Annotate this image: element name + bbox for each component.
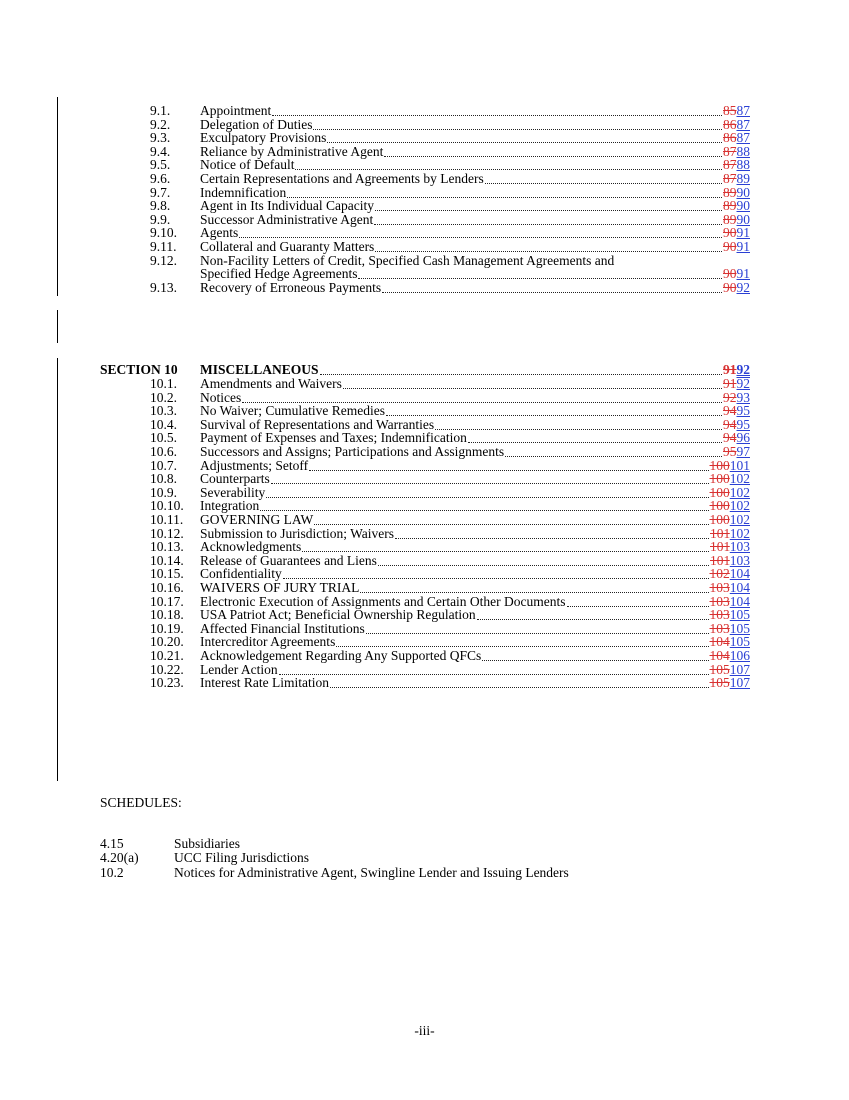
dot-leader <box>313 129 722 130</box>
toc-entry-number: 9.2. <box>150 116 171 132</box>
toc-entry-number: 10.23. <box>150 675 184 691</box>
deleted-page-number: 100 <box>709 471 730 487</box>
dot-leader <box>375 210 722 211</box>
toc-entry-title: Submission to Jurisdiction; Waivers <box>200 525 395 541</box>
deleted-page-number: 100 <box>709 498 730 514</box>
toc-entry-title: Appointment <box>200 103 272 118</box>
inserted-page-number: 89 <box>736 171 750 186</box>
toc-entry-title: Certain Representations and Agreements by Lenders <box>200 171 484 186</box>
toc-entry-title: Successor Administrative Agent <box>200 211 374 227</box>
inserted-page-number: 105 <box>729 620 750 636</box>
dot-leader <box>366 633 709 634</box>
deleted-page-number: 89 <box>723 198 737 214</box>
deleted-page-number: 86 <box>723 130 737 146</box>
deleted-page-number: 94 <box>723 430 737 446</box>
toc-entry-title: Survival of Representations and Warranties <box>200 416 435 432</box>
toc-entry <box>150 445 750 459</box>
toc-entry <box>150 649 750 663</box>
deleted-page-number: 85 <box>723 103 737 118</box>
inserted-page-number: 92 <box>736 376 750 391</box>
deleted-page-number: 90 <box>723 225 737 241</box>
inserted-page-number: 91 <box>736 266 750 282</box>
revision-bar <box>57 97 58 296</box>
toc-entry-title: Agents <box>200 225 239 241</box>
inserted-page-number: 107 <box>729 661 750 677</box>
toc-entry-number: 10.19. <box>150 620 184 636</box>
deleted-page-number: 90 <box>723 266 737 282</box>
inserted-page-number: 95 <box>736 416 750 432</box>
toc-entry-number: 9.1. <box>150 103 171 118</box>
inserted-page-number: 96 <box>736 430 750 446</box>
toc-entry-number: 10.11. <box>150 512 184 527</box>
toc-entry <box>150 377 750 391</box>
toc-entry-number: 10.20. <box>150 634 184 650</box>
toc-entry-title: Reliance by Administrative Agent <box>200 143 384 159</box>
dot-leader <box>320 374 722 375</box>
toc-entry-number: 10.3. <box>150 403 177 419</box>
deleted-page-number: 100 <box>709 457 730 473</box>
dot-leader <box>468 442 722 443</box>
dot-leader <box>567 606 709 607</box>
inserted-page-number: 92 <box>736 279 750 295</box>
deleted-page-number: 105 <box>709 661 730 677</box>
toc-entry <box>150 213 750 227</box>
deleted-page-number: 87 <box>723 171 737 186</box>
schedule-title: Subsidiaries <box>174 836 240 851</box>
inserted-page-number: 88 <box>736 143 750 159</box>
dot-leader <box>266 497 709 498</box>
deleted-page-number: 87 <box>723 143 737 159</box>
toc-entry <box>150 676 750 690</box>
dot-leader <box>343 388 722 389</box>
toc-entry-page <box>723 240 750 254</box>
toc-entry <box>150 281 750 295</box>
deleted-page-number: 90 <box>723 279 737 295</box>
toc-entry-number: 9.3. <box>150 130 171 146</box>
inserted-page-number: 105 <box>729 607 750 623</box>
deleted-page-number: 89 <box>723 184 737 200</box>
dot-leader <box>374 224 722 225</box>
inserted-page-number: 90 <box>736 198 750 214</box>
toc-entry-title: Notices <box>200 389 242 405</box>
inserted-page-number: 102 <box>729 512 750 527</box>
inserted-page-number: 88 <box>736 157 750 173</box>
dot-leader <box>435 429 722 430</box>
toc-entry-number: 10.6. <box>150 444 177 459</box>
toc-entry-title: Confidentiality <box>200 566 282 582</box>
toc-entry-title: Collateral and Guaranty Matters <box>200 239 375 254</box>
inserted-page-number: 102 <box>729 484 750 500</box>
toc-entry-title: MISCELLANEOUS <box>200 362 319 377</box>
toc-entry-title: Integration <box>200 498 260 514</box>
toc-entry-number: 9.13. <box>150 279 177 295</box>
toc-entry-number: 10.17. <box>150 593 184 609</box>
toc-entry-title: Acknowledgments <box>200 539 302 555</box>
dot-leader <box>395 538 709 539</box>
deleted-page-number: 104 <box>709 648 730 663</box>
schedule-number: 4.15 <box>100 836 124 851</box>
dot-leader <box>360 592 709 593</box>
inserted-page-number: 93 <box>736 389 750 405</box>
dot-leader <box>505 456 722 457</box>
toc-entry-title: Release of Guarantees and Liens <box>200 552 377 568</box>
toc-entry <box>150 513 750 527</box>
deleted-page-number: 89 <box>723 211 737 227</box>
dot-leader <box>482 660 709 661</box>
inserted-page-number: 107 <box>729 675 750 691</box>
inserted-page-number: 103 <box>729 552 750 568</box>
deleted-page-number: 100 <box>709 484 730 500</box>
toc-entry <box>150 104 750 118</box>
toc-entry-number: 10.9. <box>150 484 177 500</box>
toc-entry-number: 10.12. <box>150 525 184 541</box>
dot-leader <box>378 565 709 566</box>
deleted-page-number: 94 <box>723 416 737 432</box>
inserted-page-number: 87 <box>736 116 750 132</box>
toc-entry-title: Intercreditor Agreements <box>200 634 336 650</box>
toc-entry-title: WAIVERS OF JURY TRIAL <box>200 580 360 595</box>
schedule-title: UCC Filing Jurisdictions <box>174 850 310 866</box>
deleted-page-number: 94 <box>723 403 737 419</box>
toc-entry-title: Severability <box>200 484 266 500</box>
inserted-page-number: 104 <box>729 566 750 582</box>
deleted-page-number: 91 <box>723 376 737 391</box>
deleted-page-number: 101 <box>710 539 730 555</box>
dot-leader <box>384 156 722 157</box>
inserted-page-number: 105 <box>729 634 750 650</box>
schedule-title: Notices for Administrative Agent, Swingline Lender and Issuing Lenders <box>174 864 569 880</box>
deleted-page-number: 86 <box>723 116 737 132</box>
toc-entry-title: Exculpatory Provisions <box>200 130 327 146</box>
dot-leader <box>260 510 709 511</box>
toc-entry <box>150 172 750 186</box>
inserted-page-number: 102 <box>729 471 750 487</box>
inserted-page-number: 103 <box>729 539 750 555</box>
toc-entry-number: 10.4. <box>150 416 177 432</box>
toc-entry-title: Affected Financial Institutions <box>200 620 365 636</box>
deleted-page-number: 92 <box>723 389 737 405</box>
toc-entry-page <box>710 676 751 690</box>
toc-entry-title: Notice of Default <box>200 157 295 173</box>
inserted-page-number: 87 <box>736 103 750 118</box>
toc-entry-title: Payment of Expenses and Taxes; Indemnification <box>200 430 467 446</box>
deleted-page-number: 102 <box>709 566 730 582</box>
dot-leader <box>279 674 709 675</box>
revision-bar <box>57 358 58 781</box>
toc-entry-title: Amendments and Waivers <box>200 376 342 391</box>
dot-leader <box>327 142 722 143</box>
toc-entry-number: 10.18. <box>150 607 184 623</box>
deleted-page-number: 101 <box>710 525 730 541</box>
deleted-page-number: 103 <box>709 607 730 623</box>
toc-entry-title: Counterparts <box>200 471 270 487</box>
dot-leader <box>358 278 722 279</box>
toc-entry-title: Lender Action <box>200 661 278 677</box>
toc-entry-number: 9.7. <box>150 184 171 200</box>
toc-entry-number: SECTION 10 <box>100 362 178 377</box>
inserted-page-number: 87 <box>736 130 750 146</box>
inserted-page-number: 106 <box>729 648 750 663</box>
dot-leader <box>314 524 709 525</box>
inserted-page-number: 90 <box>736 184 750 200</box>
dot-leader <box>485 183 722 184</box>
dot-leader <box>477 619 709 620</box>
deleted-page-number: 91 <box>723 362 737 377</box>
toc-entry-title: Interest Rate Limitation <box>200 675 329 691</box>
toc-entry-title: Successors and Assigns; Participations and Assignments <box>200 444 505 459</box>
toc-entry-number: 9.9. <box>150 211 171 227</box>
page-number: -iii- <box>414 1023 435 1038</box>
toc-entry-number: 10.22. <box>150 661 184 677</box>
inserted-page-number: 104 <box>729 593 750 609</box>
deleted-page-number: 105 <box>709 675 730 691</box>
dot-leader <box>271 483 709 484</box>
toc-entry-page <box>723 281 750 295</box>
deleted-page-number: 104 <box>709 634 730 650</box>
toc-entry-title: No Waiver; Cumulative Remedies <box>200 403 385 419</box>
deleted-page-number: 90 <box>723 239 737 254</box>
toc-entry <box>150 581 750 595</box>
toc-entry-number: 9.11. <box>150 239 177 254</box>
schedules-heading: SCHEDULES: <box>100 795 182 810</box>
toc-entry-title: Recovery of Erroneous Payments <box>200 279 382 295</box>
toc-entry-title: Delegation of Duties <box>200 116 313 132</box>
deleted-page-number: 95 <box>723 444 737 459</box>
toc-entry-number: 10.7. <box>150 457 177 473</box>
deleted-page-number: 103 <box>709 580 730 595</box>
toc-entry-title: Electronic Execution of Assignments and Certain Other Documents <box>200 593 566 609</box>
toc-entry-number: 9.10. <box>150 225 177 241</box>
toc-entry-number: 10.21. <box>150 648 184 663</box>
deleted-page-number: 87 <box>723 157 737 173</box>
dot-leader <box>382 292 722 293</box>
deleted-page-number: 101 <box>710 552 730 568</box>
inserted-page-number: 95 <box>736 403 750 419</box>
toc-entry-title: Indemnification <box>200 184 287 200</box>
dot-leader <box>330 687 709 688</box>
toc-entry-number: 10.1. <box>150 376 177 391</box>
dot-leader <box>386 415 722 416</box>
toc-entry-title: Non-Facility Letters of Credit, Specified Cash Management Agreements and <box>200 252 615 268</box>
inserted-page-number: 102 <box>729 498 750 514</box>
toc-entry-number: 9.12. <box>150 252 177 268</box>
dot-leader <box>272 115 722 116</box>
toc-entry-number: 10.16. <box>150 580 184 595</box>
schedule-number: 4.20(a) <box>100 850 139 866</box>
toc-entry-title: USA Patriot Act; Beneficial Ownership Regulation <box>200 607 476 623</box>
toc-entry-number: 9.5. <box>150 157 171 173</box>
deleted-page-number: 103 <box>709 593 730 609</box>
toc-entry-title: Adjustments; Setoff <box>200 457 309 473</box>
deleted-page-number: 103 <box>709 620 730 636</box>
toc-entry-number: 10.13. <box>150 539 184 555</box>
dot-leader <box>309 470 709 471</box>
inserted-page-number: 92 <box>736 362 750 377</box>
toc-entry-title: Specified Hedge Agreements <box>200 266 358 282</box>
toc-entry-number: 10.15. <box>150 566 184 582</box>
toc-entry-number: 9.4. <box>150 143 171 159</box>
toc-entry-number: 10.14. <box>150 552 184 568</box>
toc-entry-number: 10.10. <box>150 498 184 514</box>
toc-entry-number: 10.2. <box>150 389 177 405</box>
dot-leader <box>375 251 722 252</box>
toc-entry-number: 10.5. <box>150 430 177 446</box>
toc-entry-title: Agent in Its Individual Capacity <box>200 198 374 214</box>
toc-entry-title: Acknowledgement Regarding Any Supported QFCs <box>200 648 482 663</box>
toc-entry-number: 10.8. <box>150 471 177 487</box>
toc-entry-number: 9.8. <box>150 198 171 214</box>
schedule-number: 10.2 <box>100 864 124 880</box>
toc-entry <box>150 240 750 254</box>
inserted-page-number: 104 <box>729 580 750 595</box>
inserted-page-number: 97 <box>736 444 750 459</box>
deleted-page-number: 100 <box>709 512 730 527</box>
revision-bar <box>57 310 58 343</box>
inserted-page-number: 90 <box>736 211 750 227</box>
inserted-page-number: 101 <box>729 457 750 473</box>
inserted-page-number: 102 <box>729 525 750 541</box>
toc-entry-title: GOVERNING LAW <box>200 512 314 527</box>
toc-entry-number: 9.6. <box>150 171 171 186</box>
section-heading <box>100 363 750 377</box>
inserted-page-number: 91 <box>736 239 750 254</box>
inserted-page-number: 91 <box>736 225 750 241</box>
toc-entry-page <box>723 363 750 377</box>
